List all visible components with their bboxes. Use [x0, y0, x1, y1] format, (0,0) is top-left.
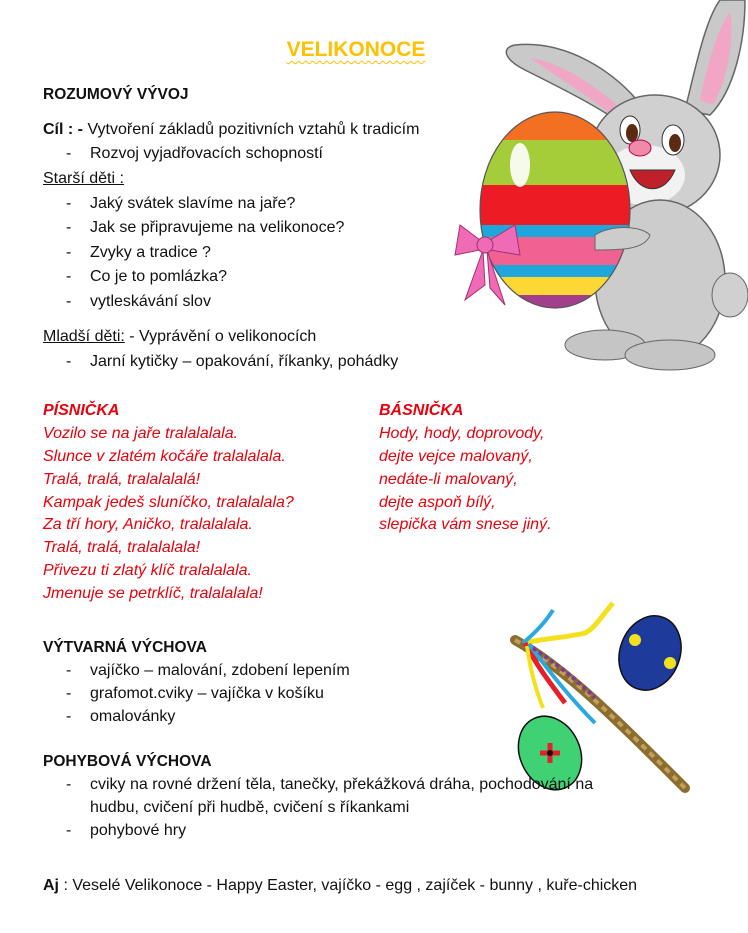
poem-line: dejte aspoň bílý, [379, 494, 496, 511]
easter-bunny-illustration [445, 0, 748, 380]
section-heading-rozumovy-vyvoj: ROZUMOVÝ VÝVOJ [43, 86, 189, 103]
list-item: - pohybové hry [66, 822, 187, 839]
song-heading: PÍSNIČKA [43, 402, 120, 419]
list-item: - Jaký svátek slavíme na jaře? [66, 195, 296, 212]
song-line: Přivezu ti zlatý klíč tralalalala. [43, 562, 252, 579]
list-item: - vajíčko – malování, zdobení lepením [66, 662, 350, 679]
goal-line [43, 121, 419, 139]
song-line: Slunce v zlatém kočáře tralalalala. [43, 448, 286, 465]
song-line: Tralá, tralá, tralalalala! [43, 539, 201, 556]
english-label: Aj [43, 877, 59, 894]
older-children-label: Starší děti : [43, 170, 124, 187]
song-line: Tralá, tralá, tralalalalá! [43, 471, 201, 488]
list-item: - omalovánky [66, 708, 176, 725]
younger-children-label: Mladší děti: [43, 328, 125, 345]
section-heading-pohybova-vychova: POHYBOVÁ VÝCHOVA [43, 753, 212, 770]
younger-children-line [43, 328, 316, 346]
poem-line: nedáte-li malovaný, [379, 471, 518, 488]
pomlazka-eggs-illustration [505, 598, 705, 803]
list-item: - cviky na rovné držení těla, tanečky, překážková dráha, pochodování na [66, 776, 594, 793]
list-item: - Rozvoj vyjadřovacích schopností [66, 145, 323, 162]
poem-heading: BÁSNIČKA [379, 402, 464, 419]
list-item: - Zvyky a tradice ? [66, 244, 211, 261]
list-item-continuation: hudbu, cvičení při hudbě, cvičení s říkankami [90, 799, 410, 816]
song-line: Vozilo se na jaře tralalalala. [43, 425, 239, 442]
song-line: Za tří hory, Aničko, tralalalala. [43, 516, 253, 533]
list-item: - Co je to pomlázka? [66, 268, 227, 285]
poem-line: Hody, hody, doprovody, [379, 425, 545, 442]
poem-line: slepička vám snese jiný. [379, 516, 552, 533]
english-vocabulary-text: : Veselé Velikonoce - Happy Easter, vajíčko - egg , zajíček - bunny , kuře-chicken [59, 877, 638, 894]
list-item: - vytleskávání slov [66, 293, 211, 310]
goal-label: Cíl : - [43, 121, 83, 138]
list-item: - grafomot.cviky – vajíčka v košíku [66, 685, 324, 702]
section-heading-vytvarna-vychova: VÝTVARNÁ VÝCHOVA [43, 639, 207, 656]
poem-line: dejte vejce malovaný, [379, 448, 533, 465]
song-line: Jmenuje se petrklíč, tralalalala! [43, 585, 263, 602]
goal-text: Vytvoření základů pozitivních vztahů k tradicím [83, 121, 420, 138]
page-title: VELIKONOCE [286, 38, 426, 61]
list-item: - Jak se připravujeme na velikonoce? [66, 219, 345, 236]
song-line: Kampak jedeš sluníčko, tralalalala? [43, 494, 294, 511]
younger-children-text: - Vyprávění o velikonocích [124, 328, 317, 345]
english-vocabulary-line [43, 877, 637, 895]
list-item: - Jarní kytičky – opakování, říkanky, pohádky [66, 353, 399, 370]
